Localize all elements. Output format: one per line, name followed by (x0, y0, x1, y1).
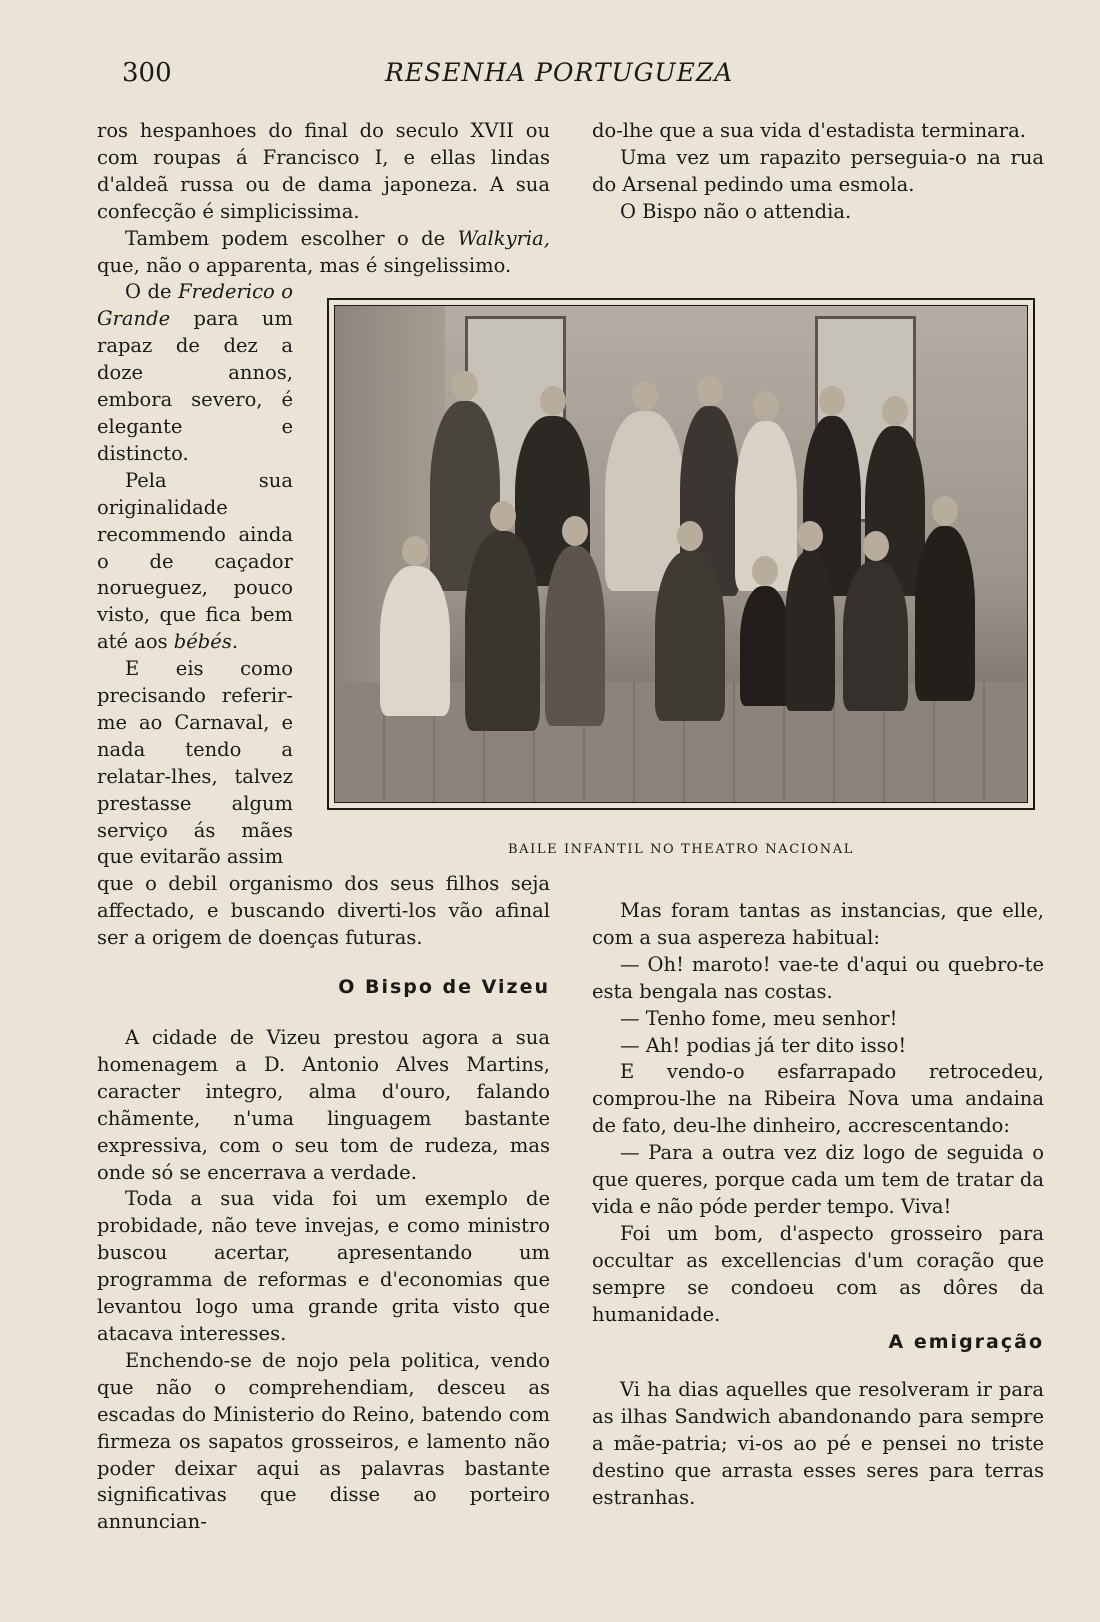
photo-frame (327, 298, 1035, 810)
text-span: Pela sua originalidade recommendo ainda o de caçador norueguez, pouco visto, que fica bem até aos (97, 468, 293, 654)
paragraph: O Bispo não o attendia. (620, 199, 852, 223)
text-span: para um rapaz de dez a doze annos, embora severo, é elegante e distincto. (97, 307, 293, 465)
paragraph (97, 226, 550, 280)
paragraph: Enchendo-se de nojo pela politica, vendo que não o comprehendiam, desceu as escadas do Ministerio do Reino, batendo com firmeza os sapatos grosseiros, e lamento não poder deixar aqui as palavras bastante significativas que disse ao porteiro annuncian- (97, 1348, 550, 1534)
paragraph: — Tenho fome, meu senhor! (620, 1006, 898, 1030)
paragraph: E vendo-o esfarrapado retrocedeu, comprou-lhe na Ribeira Nova uma andaina de fato, deu-lhe dinheiro, accrescentando: (592, 1060, 1044, 1138)
paragraph: — Ah! podias já ter dito isso! (620, 1033, 907, 1057)
paragraph: Vi ha dias aquelles que resolveram ir para as ilhas Sandwich abandonando para sempre a mãe-patria; vi-os ao pé e pensei no triste destino que arrasta esses seres para terras estranhas. (592, 1378, 1044, 1510)
right-column-top (592, 118, 1044, 226)
paragraph: Uma vez um rapazito perseguia-o na rua do Arsenal pedindo uma esmola. (592, 145, 1044, 196)
paragraph: — Oh! maroto! vae-te d'aqui ou quebro-te esta bengala nas costas. (592, 952, 1044, 1003)
photo-caption: BAILE INFANTIL NO THEATRO NACIONAL (508, 842, 854, 857)
paragraph: A cidade de Vizeu prestou agora a sua homenagem a D. Antonio Alves Martins, caracter integro, alma d'ouro, falando chãmente, n'uma linguagem bastante expressiva, com o seu tom de rudeza, mas onde só se encerrava a verdade. (97, 1026, 550, 1184)
child-figure (655, 551, 725, 721)
page-number: 300 (122, 58, 172, 88)
journal-title: RESENHA PORTUGUEZA (385, 58, 734, 87)
italic-span: Frederico o Grande (97, 280, 294, 331)
section-heading: A emigração (888, 1330, 1044, 1353)
section-heading: O Bispo de Vizeu (338, 976, 550, 999)
right-column-bottom (592, 898, 1044, 1512)
costume-ball-photo (334, 305, 1028, 803)
paragraph (97, 468, 293, 656)
child-figure (785, 551, 835, 711)
text-span: que, não o apparenta, mas é singelissimo. (97, 253, 512, 277)
italic-span: bébés. (173, 630, 239, 654)
paragraph: Foi um bom, d'aspecto grosseiro para occultar as excellencias d'um coração que sempre se condoeu com as dôres da humanidade. (592, 1221, 1044, 1326)
text-span: Tambem podem escolher o de (125, 226, 458, 250)
child-figure (740, 586, 790, 706)
paragraph (97, 279, 293, 467)
child-figure (915, 526, 975, 701)
child-figure (843, 561, 908, 711)
paragraph: E eis como precisando referir-me ao Carnaval, e nada tendo a relatar-lhes, talvez prestasse algum serviço ás mães que evitarão assim (97, 657, 293, 869)
italic-span: Walkyria, (457, 226, 550, 250)
paragraph: ros hespanhoes do final do seculo XVII ou com roupas á Francisco I, e ellas lindas d'aldeã russa ou de dama japoneza. A sua confecção é simplicissima. (97, 119, 550, 223)
paragraph: do-lhe que a sua vida d'estadista terminara. (592, 119, 1026, 142)
paragraph: Toda a sua vida foi um exemplo de probidade, não teve invejas, e como ministro buscou acertar, apresentando um programma de reformas e d'economias que levantou logo uma grande grita visto que atacava interesses. (97, 1187, 550, 1345)
paragraph: Mas foram tantas as instancias, que elle, com a sua aspereza habitual: (592, 899, 1044, 949)
text-span: O de (125, 280, 179, 304)
paragraph: que o debil organismo dos seus filhos seja affectado, e buscando diverti-los vão afinal ser a origem de doenças futuras. (97, 872, 550, 950)
child-figure (545, 546, 605, 726)
child-figure (380, 566, 450, 716)
child-figure (465, 531, 540, 731)
paragraph: — Para a outra vez diz logo de seguida o que queres, porque cada um tem de tratar da vida e não póde perder tempo. Viva! (592, 1141, 1044, 1218)
